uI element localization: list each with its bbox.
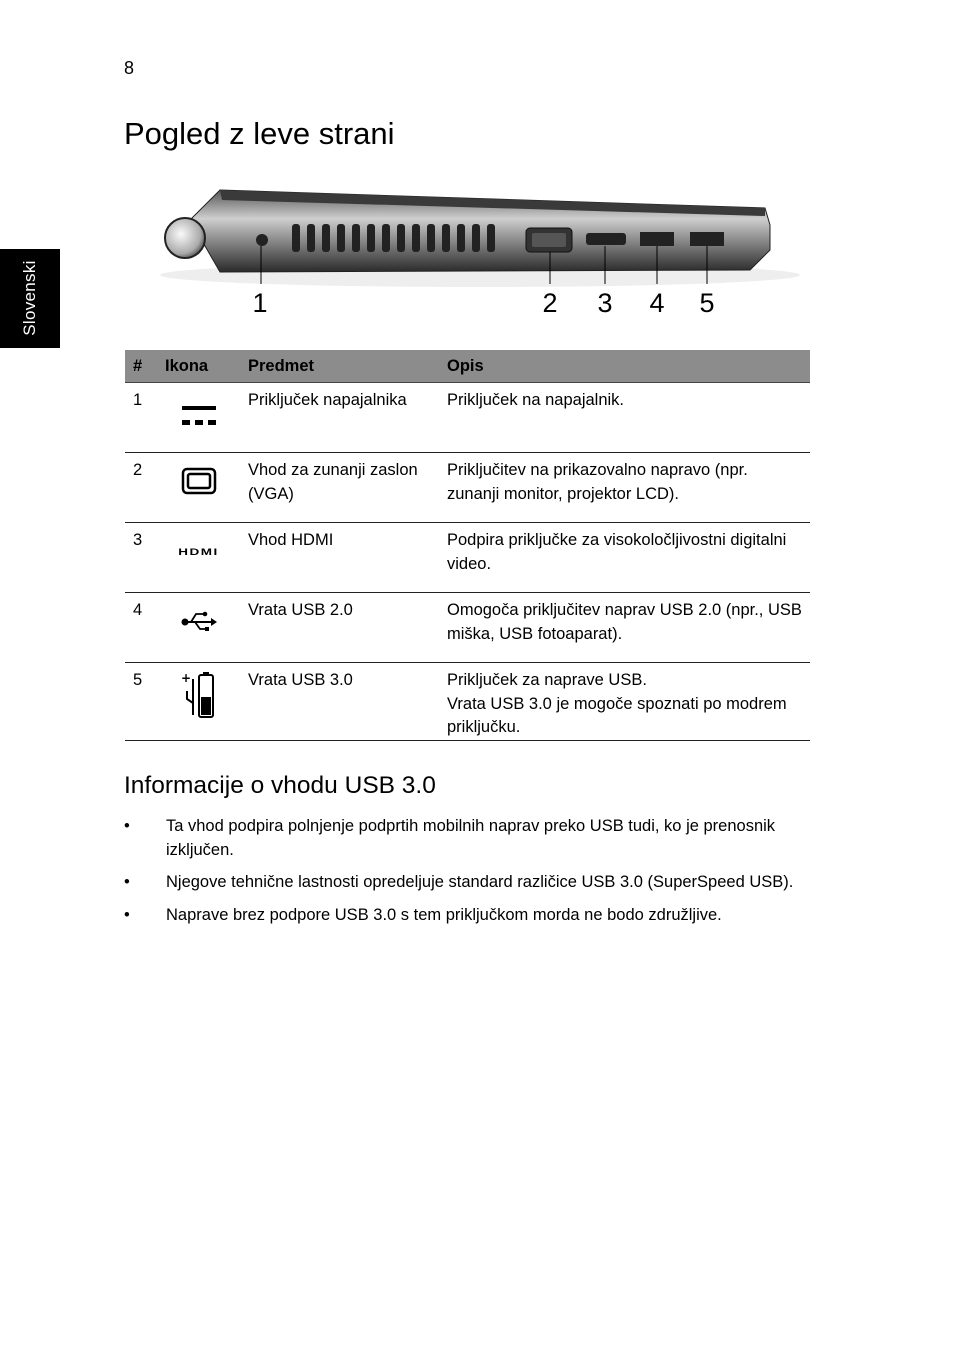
callout-3: 3 — [597, 288, 613, 318]
row-desc: Priključek na napajalnik. — [439, 383, 810, 453]
table-row — [125, 523, 810, 593]
row-desc — [439, 663, 810, 741]
row-item: Priključek napajalnika — [240, 383, 439, 453]
header-num: # — [125, 350, 157, 383]
row-item: Vhod za zunanji zaslon (VGA) — [240, 453, 439, 523]
page-title: Pogled z leve strani — [124, 116, 395, 151]
row-item: Vrata USB 3.0 — [240, 663, 439, 741]
table-row — [125, 593, 810, 663]
callout-5: 5 — [699, 288, 715, 318]
hdmi-icon: HDMI — [178, 547, 219, 557]
row-num: 4 — [125, 593, 157, 663]
ports-table — [125, 350, 810, 741]
row-desc: Priključitev na prikazovalno napravo (npr. zunanji monitor, projektor LCD). — [439, 453, 810, 523]
row-num: 5 — [125, 663, 157, 741]
list-item: • Njegove tehnične lastnosti opredeljuje standard različice USB 3.0 (SuperSpeed USB). — [124, 871, 814, 895]
language-side-tab — [0, 249, 60, 348]
table-header-row — [125, 350, 810, 383]
callout-2: 2 — [542, 288, 558, 318]
table-row — [125, 663, 810, 741]
svg-text:+: + — [180, 671, 191, 685]
list-item: • Ta vhod podpira polnjenje podprtih mobilnih naprav preko USB tudi, ko je prenosnik izključen. — [124, 815, 814, 862]
usb3-info-list — [124, 815, 814, 936]
header-desc: Opis — [439, 350, 810, 383]
table-row — [125, 383, 810, 453]
usb-charge-icon — [179, 671, 219, 721]
row-desc: Omogoča priključitev naprav USB 2.0 (npr., USB miška, USB fotoaparat). — [439, 593, 810, 663]
page-number: 8 — [124, 58, 135, 78]
row-item: Vhod HDMI — [240, 523, 439, 593]
list-item: • Naprave brez podpore USB 3.0 s tem priključkom morda ne bodo združljive. — [124, 904, 814, 928]
row-num: 1 — [125, 383, 157, 453]
dc-power-icon — [181, 403, 217, 429]
row-desc: Podpira priključke za visokoločljivostni digitalni video. — [439, 523, 810, 593]
row-item: Vrata USB 2.0 — [240, 593, 439, 663]
header-icon: Ikona — [157, 350, 240, 383]
header-item: Predmet — [240, 350, 439, 383]
usb-icon — [180, 609, 218, 633]
row-desc-line: Priključek za naprave USB. — [447, 671, 647, 689]
table-row — [125, 453, 810, 523]
row-desc-line: Vrata USB 3.0 je mogoče spoznati po modrem priključku. — [447, 694, 787, 736]
vga-monitor-icon — [181, 467, 217, 495]
side-tab-label: Slovenski — [20, 260, 39, 336]
row-num: 2 — [125, 453, 157, 523]
row-num: 3 — [125, 523, 157, 593]
section-title: Informacije o vhodu USB 3.0 — [124, 772, 436, 799]
callout-4: 4 — [649, 288, 665, 318]
callout-1: 1 — [252, 288, 268, 318]
